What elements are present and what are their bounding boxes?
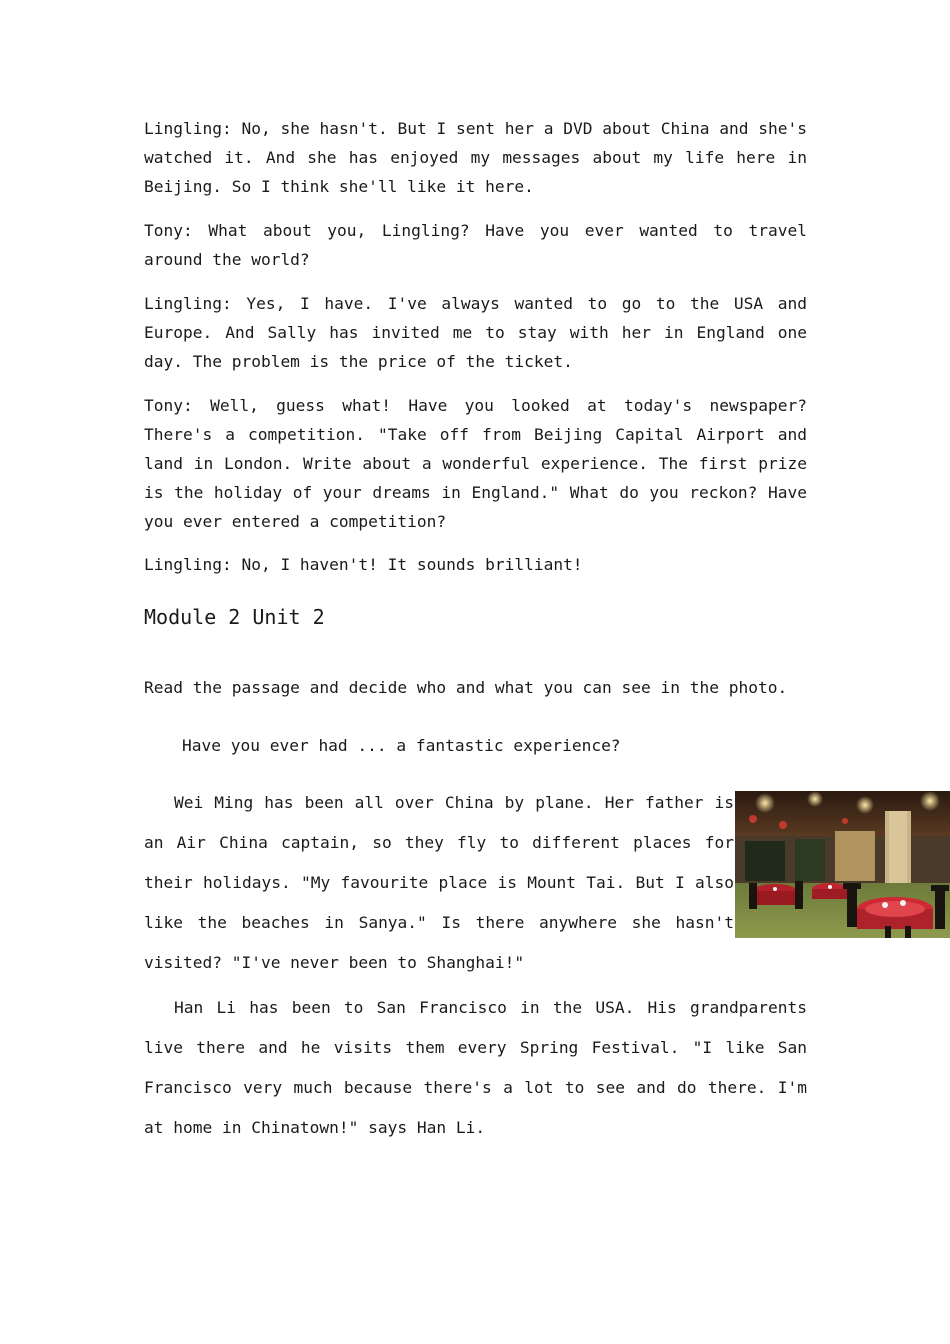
dialogue-line-1: Lingling: No, she hasn't. But I sent her a DVD about China and she's watched it. And she has enjoyed my messages about my life here in Beijing. So I think she'll like it here.	[144, 119, 807, 196]
dialogue-line-2: Tony: What about you, Lingling? Have you ever wanted to travel around the world?	[144, 221, 807, 269]
passage-title: Have you ever had ... a fantastic experience?	[182, 736, 621, 755]
section-heading: Module 2 Unit 2	[144, 605, 325, 629]
dialogue-line-5: Lingling: No, I haven't! It sounds brilliant!	[144, 555, 583, 574]
dialogue-line-3: Lingling: Yes, I have. I've always wanted to go to the USA and Europe. And Sally has invited me to stay with her in England one day. The problem is the price of the ticket.	[144, 294, 807, 371]
passage-paragraph-1: Wei Ming has been all over China by plane. Her father is an Air China captain, so they fly to different places for their holidays. "My favourite place is Mount Tai. But I also like the beaches in Sanya." Is there anywhere she hasn't visited? "I've never been to Shanghai!"	[144, 793, 734, 972]
dialogue-line-4: Tony: Well, guess what! Have you looked at today's newspaper? There's a competition. "Take off from Beijing Capital Airport and land in London. Write about a wonderful experience. The first prize is the holiday of your dreams in England." What do you reckon? Have you ever entered a competition?	[144, 396, 807, 531]
instruction-text: Read the passage and decide who and what you can see in the photo.	[144, 678, 788, 697]
restaurant-photo-icon	[735, 791, 950, 938]
passage-paragraph-2: Han Li has been to San Francisco in the USA. His grandparents live there and he visits them every Spring Festival. "I like San Francisco very much because there's a lot to see and do there. I'm at home in Chinatown!" says Han Li.	[144, 998, 807, 1137]
